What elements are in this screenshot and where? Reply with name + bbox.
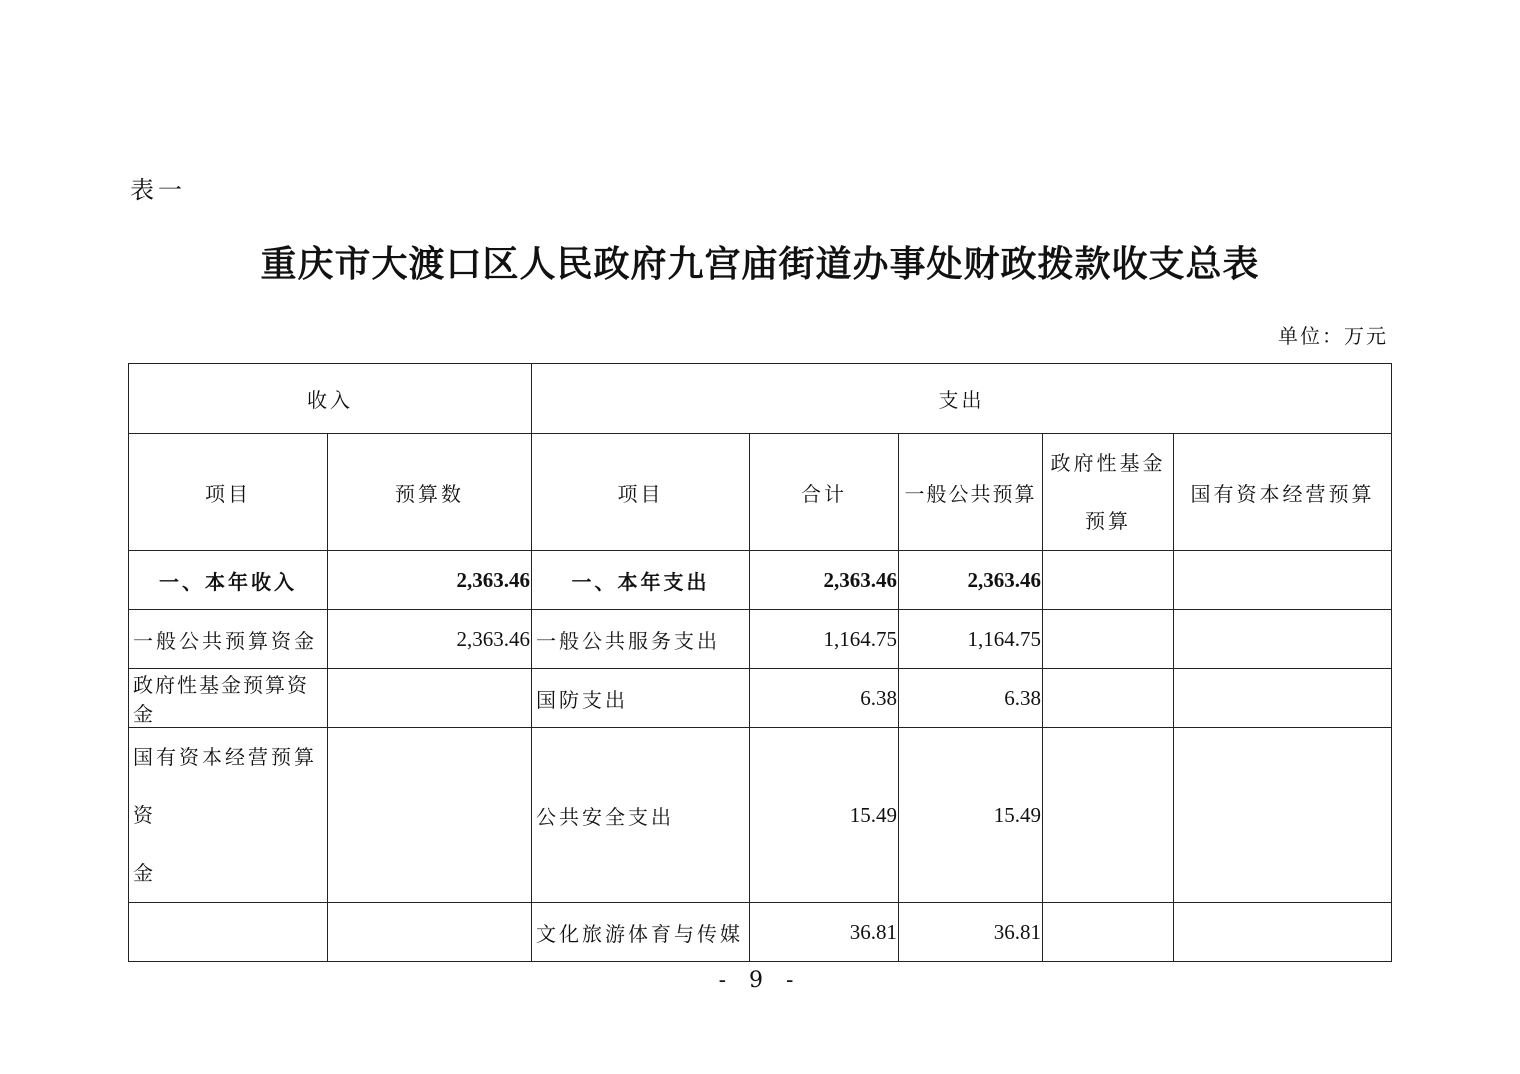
income-budget-cell: 2,363.46 bbox=[328, 610, 532, 669]
col-header-income-item: 项目 bbox=[129, 434, 328, 551]
exp-fund-cell bbox=[1043, 669, 1174, 728]
col-header-exp-total: 合计 bbox=[750, 434, 899, 551]
exp-state-capital-cell bbox=[1174, 669, 1392, 728]
exp-fund-cell bbox=[1043, 728, 1174, 903]
income-group-header: 收入 bbox=[129, 364, 532, 434]
exp-total-cell: 15.49 bbox=[750, 728, 899, 903]
exp-item-cell: 一、本年支出 bbox=[532, 551, 750, 610]
page-number: - 9 - bbox=[718, 968, 802, 993]
expenditure-group-header: 支出 bbox=[532, 364, 1392, 434]
income-item-line1: 国有资本经营预算资 bbox=[133, 745, 317, 827]
exp-total-cell: 2,363.46 bbox=[750, 551, 899, 610]
budget-summary-table bbox=[128, 363, 1392, 962]
exp-general-cell: 2,363.46 bbox=[899, 551, 1043, 610]
exp-general-cell: 36.81 bbox=[899, 903, 1043, 962]
exp-state-capital-cell bbox=[1174, 551, 1392, 610]
group-header-row bbox=[129, 364, 1392, 434]
table-label: 表一 bbox=[130, 176, 186, 204]
income-budget-cell bbox=[328, 669, 532, 728]
income-item-cell: 一、本年收入 bbox=[129, 551, 328, 610]
exp-total-cell: 6.38 bbox=[750, 669, 899, 728]
income-item-cell bbox=[129, 903, 328, 962]
income-item-cell: 政府性基金预算资金 bbox=[129, 669, 328, 728]
table-row bbox=[129, 610, 1392, 669]
income-item-cell bbox=[129, 728, 328, 903]
exp-general-cell: 1,164.75 bbox=[899, 610, 1043, 669]
exp-state-capital-cell bbox=[1174, 728, 1392, 903]
table-row bbox=[129, 728, 1392, 903]
exp-general-cell: 6.38 bbox=[899, 669, 1043, 728]
col-header-exp-fund bbox=[1043, 434, 1174, 551]
income-budget-cell: 2,363.46 bbox=[328, 551, 532, 610]
table-row bbox=[129, 669, 1392, 728]
exp-total-cell: 1,164.75 bbox=[750, 610, 899, 669]
exp-general-cell: 15.49 bbox=[899, 728, 1043, 903]
col-header-exp-fund-line2: 预算 bbox=[1085, 509, 1131, 533]
exp-state-capital-cell bbox=[1174, 903, 1392, 962]
exp-fund-cell bbox=[1043, 903, 1174, 962]
table-row bbox=[129, 903, 1392, 962]
income-item-line2: 金 bbox=[133, 861, 156, 885]
table-row bbox=[129, 551, 1392, 610]
income-budget-cell bbox=[328, 728, 532, 903]
unit-label: 单位：万元 bbox=[1278, 324, 1388, 348]
document-title: 重庆市大渡口区人民政府九宫庙街道办事处财政拨款收支总表 bbox=[260, 243, 1260, 285]
income-budget-cell bbox=[328, 903, 532, 962]
exp-item-cell: 一般公共服务支出 bbox=[532, 610, 750, 669]
exp-item-cell: 国防支出 bbox=[532, 669, 750, 728]
exp-item-cell: 文化旅游体育与传媒 bbox=[532, 903, 750, 962]
exp-item-cell: 公共安全支出 bbox=[532, 728, 750, 903]
exp-fund-cell bbox=[1043, 551, 1174, 610]
col-header-exp-fund-line1: 政府性基金 bbox=[1050, 451, 1166, 475]
col-header-exp-item: 项目 bbox=[532, 434, 750, 551]
col-header-income-budget: 预算数 bbox=[328, 434, 532, 551]
exp-total-cell: 36.81 bbox=[750, 903, 899, 962]
col-header-exp-general: 一般公共预算 bbox=[899, 434, 1043, 551]
exp-state-capital-cell bbox=[1174, 610, 1392, 669]
col-header-exp-state-capital: 国有资本经营预算 bbox=[1174, 434, 1392, 551]
exp-fund-cell bbox=[1043, 610, 1174, 669]
income-item-cell: 一般公共预算资金 bbox=[129, 610, 328, 669]
column-header-row bbox=[129, 434, 1392, 551]
